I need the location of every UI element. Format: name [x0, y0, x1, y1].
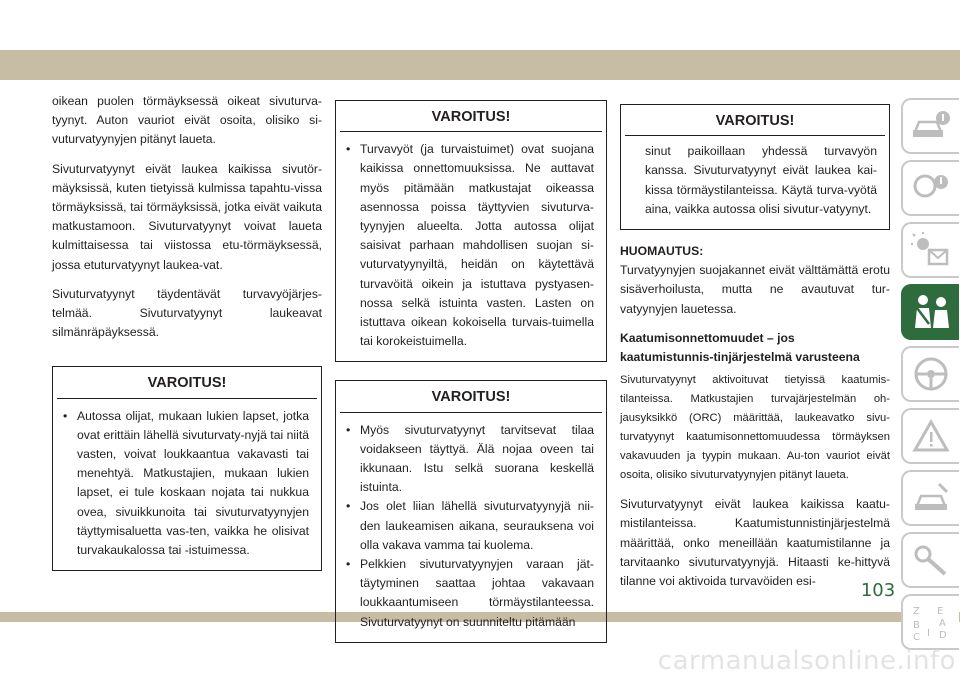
- tab-emergency[interactable]: [901, 408, 959, 464]
- warning-box: [335, 380, 607, 642]
- index-letter: A: [939, 618, 946, 629]
- column-2: [335, 100, 607, 655]
- warning-box: [52, 366, 322, 571]
- warning-heading: VAROITUS!: [57, 367, 317, 398]
- note-text: Turvatyynyjen suojakannet eivät välttämättä erotu sisäverhoilusta, mutta ne avautuvat tur-vatyynyjen lauetessa.: [620, 263, 890, 316]
- warning-continued-text: sinut paikoillaan yhdessä turvavyön kanssa. Sivuturvatyynyt eivät laukea kai-kissa törmäystilanteissa. Käytä turva-vyötä aina, vaikka autossa olisi sivutur-vatyynyt.: [645, 144, 877, 216]
- wrench-car-icon: [911, 542, 951, 578]
- note-heading: HUOMAUTUS:: [620, 244, 704, 259]
- column-3: [620, 92, 890, 601]
- tab-service[interactable]: [901, 470, 959, 526]
- warning-lights-icon: [911, 170, 951, 206]
- index-letter: Z: [913, 606, 920, 617]
- warning-heading: VAROITUS!: [340, 101, 602, 132]
- warning-heading: VAROITUS!: [625, 105, 885, 136]
- tab-lights-messages[interactable]: [901, 222, 959, 278]
- index-letter: I: [927, 628, 930, 639]
- warning-box: [335, 100, 607, 362]
- section-subheading: Kaatumisonnettomuudet – jos kaatumistunnis-tinjärjestelmä varusteena: [620, 330, 860, 365]
- warning-bullet: • Jos olet liian lähellä sivuturvatyynyjä nii-den laukeamisen aikana, seurauksena voi olla vakava vamma tai kuolema.: [346, 497, 594, 555]
- tab-safety[interactable]: [901, 284, 959, 340]
- tab-driving[interactable]: [901, 346, 959, 402]
- car-info-icon: [911, 108, 951, 144]
- top-band: [0, 50, 960, 80]
- tab-car-info[interactable]: [901, 98, 959, 154]
- index-letter: E: [937, 606, 944, 617]
- tab-warning-lights[interactable]: [901, 160, 959, 216]
- paragraph: oikean puolen törmäyksessä oikeat sivuturva-tyynyt. Auton vauriot eivät osoita, olisiko si-vuturvatyynyjen pitänyt laueta.: [52, 94, 322, 147]
- warning-box: [620, 104, 890, 230]
- paragraph: Sivuturvatyynyt täydentävät turvavyöjärjes-telmää. Sivuturvatyynyt laukeavat silmänräpäyksessä.: [52, 286, 322, 340]
- warning-bullet: • Myös sivuturvatyynyt tarvitsevat tilaa voidakseen täyttyä. Älä nojaa oveen tai ikkunaan. Istu selkä suorana keskellä istuinta.: [346, 421, 594, 498]
- warning-bullet: • Turvavyöt (ja turvaistuimet) ovat suojana kaikissa onnettomuuksissa. Ne auttavat myös pitämään matkustajat oikeassa asennossa poissa täyttyvien sivuturva-tyynyjen alueelta. Jotta autossa olijat saisivat parhaan mahdollisen suojan si-vuturvatyynyiltä, heidän on käytettävä turvavöitä oikein ja istuttava pystyasen-nossa selkä istuinta vasten. Lasten on istuttava oikean kokoisella turvais-tuimella tai korokeistuimella.: [346, 140, 594, 351]
- watermark: carmanualsonline.info: [657, 646, 956, 676]
- index-letter: B: [913, 620, 920, 631]
- index-letter: C: [913, 632, 920, 640]
- seatbelt-airbag-icon: [911, 294, 951, 330]
- warning-bullet: • Pelkkien sivuturvatyynyjen varaan jät-täytyminen saattaa johtaa vakavaan loukkaantumiseen törmäystilanteessa. Sivuturvatyynyt on suunniteltu pitämään: [346, 555, 594, 632]
- hazard-triangle-icon: [911, 418, 951, 454]
- paragraph: Sivuturvatyynyt eivät laukea kaikissa sivutör-mäyksissä, kuten tietyissä kulmissa tapahtu-vissa törmäyksissä, tai törmäyksissä, jotka eivät vaikuta matkustamoon. Sivuturvatyynyt voivat laueta kulmittaisessa tai viistossa etu-törmäyksessä, jossa etuturvatyynyt laukea-vat.: [52, 161, 322, 272]
- chapter-tabs: [899, 98, 960, 656]
- steering-wheel-icon: [911, 356, 951, 392]
- warning-heading: VAROITUS!: [340, 381, 602, 412]
- paragraph: Sivuturvatyynyt aktivoituvat tietyissä kaatumis-tilanteissa. Matkustajien turvajärjestelmän oh-jausyksikkö (ORC) määrittää, laukeavatko sivu-turvatyynyt kaatumisonnettomuudessa törmäyksen vakavuuden ja tyypin mukaan. Au-ton vauriot eivät osoita, olisiko sivuturvatyynyjen pitänyt laueta.: [620, 374, 890, 482]
- car-service-icon: [911, 480, 951, 516]
- warning-bullet: • Autossa olijat, mukaan lukien lapset, jotka ovat erittäin lähellä sivuturvaty-nyjä tai niitä vasten, voivat loukkaantua vakavasti tai menehtyä. Matkustajien, mukaan lukien lapset, ei tule koskaan nojata tai nukkua ovea, sivuikkunoita tai sivuturvatyynyjen täyttymisaluetta vas-ten, vaikka he olisivat turvakaukalossa tai -istuimessa.: [63, 407, 309, 561]
- index-letter: D: [939, 630, 947, 640]
- warning-lights-icon: [911, 232, 951, 268]
- tab-index[interactable]: [901, 594, 959, 650]
- index-icon: [911, 604, 951, 640]
- page-number: 103: [860, 580, 896, 601]
- tab-specifications[interactable]: [901, 532, 959, 588]
- column-1: [52, 92, 322, 583]
- paragraph: Sivuturvatyynyt eivät laukea kaikissa kaatu-mistilanteissa. Kaatumistunnistinjärjestelmä määrittää, onko meneillään kaatumistilanne ja tarvitaanko sivuturvatyynyjä. Hitaasti ke-hittyvä tilanne voi aktivoida turvavöiden esi-: [620, 497, 890, 589]
